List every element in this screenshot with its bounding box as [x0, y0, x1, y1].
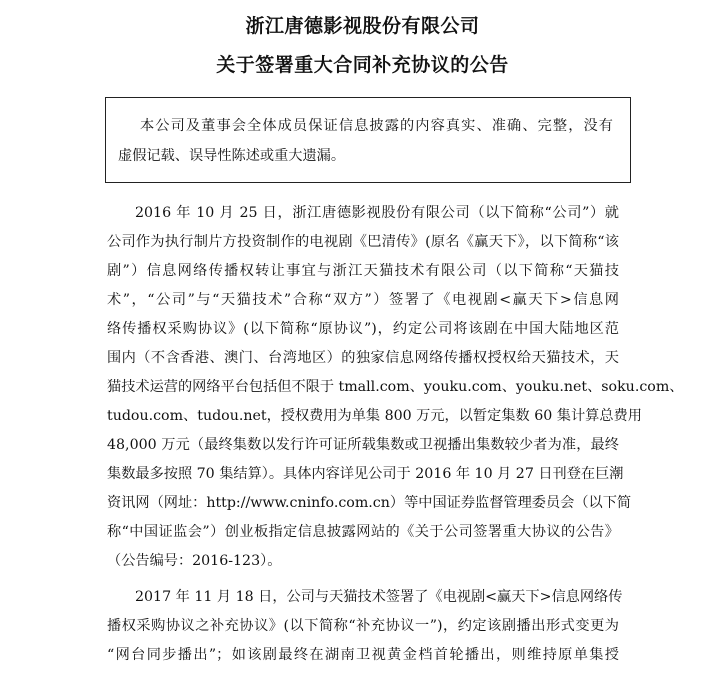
company-title: 浙江唐德影视股份有限公司 [245, 15, 480, 37]
paragraph-line: “网台同步播出”；如该剧最终在湖南卫视黄金档首轮播出，则维持原单集授 [107, 647, 619, 663]
paragraph-line: （公告编号：2016-123）。 [107, 553, 282, 569]
paragraph-line: 剧”）信息网络传播权转让事宜与浙江天猫技术有限公司（以下简称“天猫技 [107, 263, 619, 279]
paragraph-line: 播权采购协议之补充协议》(以下简称“补充协议一”)，约定该剧播出形式变更为 [107, 618, 619, 634]
notice-title: 关于签署重大合同补充协议的公告 [216, 54, 509, 76]
statement-line: 本公司及董事会全体成员保证信息披露的内容真实、准确、完整，没有 [140, 118, 613, 134]
paragraph-line: tudou.com、tudou.net，授权费用为单集 800 万元，以暂定集数 60 集计算总费用 [107, 408, 642, 424]
paragraph-line: 集数最多按照 70 集结算）。具体内容详见公司于 2016 年 10 月 27 日刊登在巨潮 [107, 466, 624, 482]
paragraph-line: 猫技术运营的网络平台包括但不限于 tmall.com、youku.com、youku.net、soku.com、 [107, 379, 684, 395]
paragraph-line: 资讯网（网址：http://www.cninfo.com.cn）等中国证券监督管理委员会（以下简 [107, 495, 632, 511]
paragraph-line: 2016 年 10 月 25 日，浙江唐德影视股份有限公司（以下简称“公司”）就 [135, 205, 619, 221]
paragraph-line: 48,000 万元（最终集数以发行许可证所载集数或卫视播出集数较少者为准，最终 [107, 437, 619, 453]
paragraph-line: 公司作为执行制片方投资制作的电视剧《巴清传》(原名《赢天下》，以下简称“该 [107, 234, 619, 250]
paragraph-line: 2017 年 11 月 18 日，公司与天猫技术签署了《电视剧<赢天下>信息网络传 [135, 589, 623, 605]
paragraph-line: 围内（不含香港、澳门、台湾地区）的独家信息网络传播权授权给天猫技术，天 [107, 350, 619, 366]
paragraph-line: 络传播权采购协议》(以下简称“原协议”)，约定公司将该剧在中国大陆地区范 [107, 321, 619, 337]
statement-box [105, 97, 631, 183]
paragraph-line: 称“中国证监会”）创业板指定信息披露网站的《关于公司签署重大协议的公告》 [107, 524, 619, 540]
paragraph-line: 术”，“公司”与“天猫技术”合称“双方”）签署了《电视剧<赢天下>信息网 [107, 292, 619, 308]
statement-line: 虚假记载、误导性陈述或重大遗漏。 [118, 148, 346, 164]
